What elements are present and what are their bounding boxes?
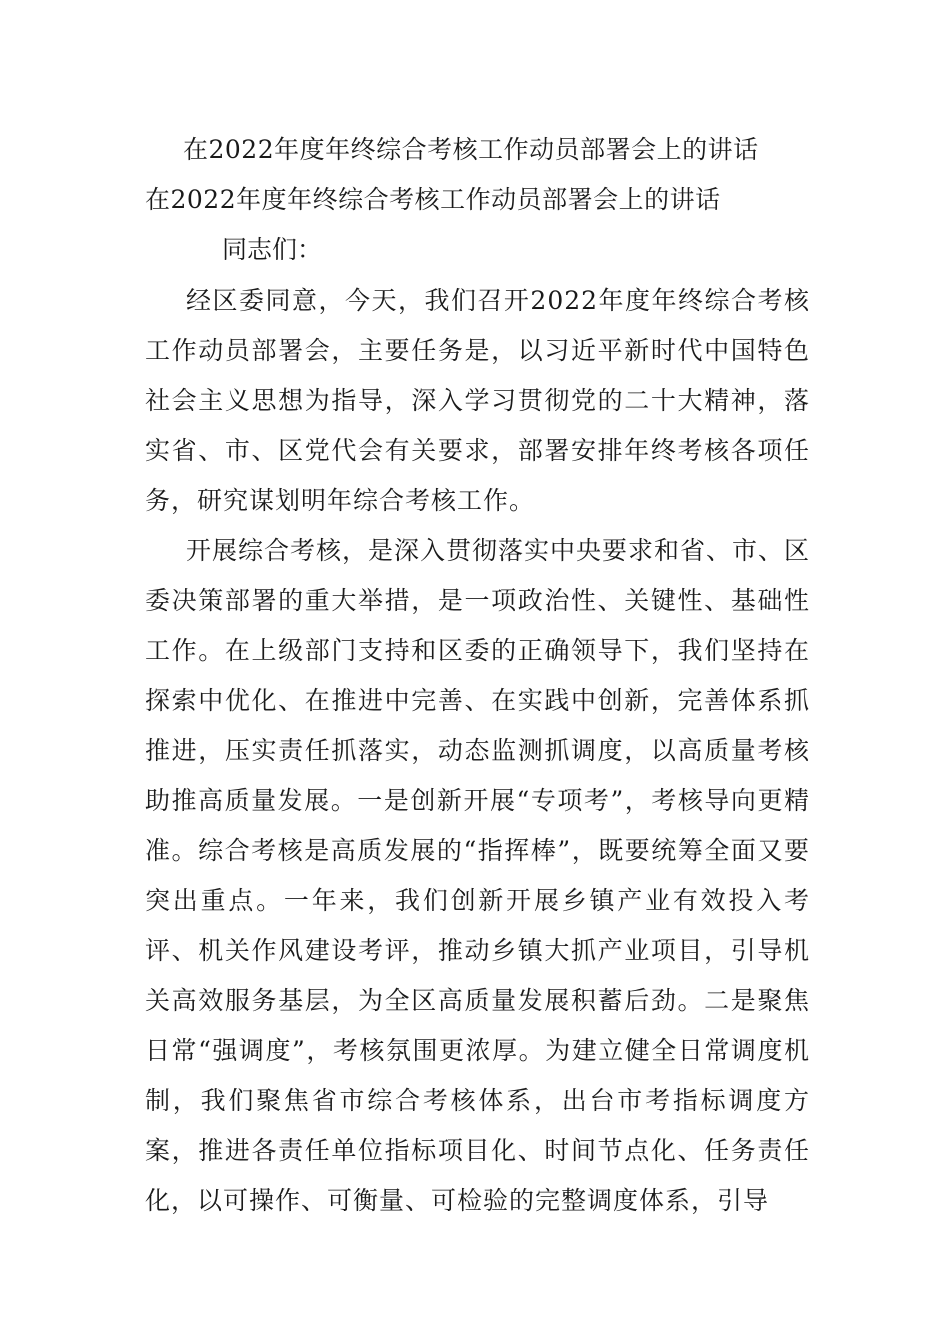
paragraph-intro: 经区委同意，今天，我们召开2022年度年终综合考核工作动员部署会，主要任务是，以习近平新时代中国特色社会主义思想为指导，深入学习贯彻党的二十大精神，落实省、市、区党代会有关要求，部署安排年终考核各项任务，研究谋划明年综合考核工作。	[145, 286, 810, 515]
document-title: 在2022年度年终综合考核工作动员部署会上的讲话	[183, 135, 759, 164]
paragraph-assessment-review: 开展综合考核，是深入贯彻落实中央要求和省、市、区委决策部署的重大举措，是一项政治性、关键性、基础性工作。在上级部门支持和区委的正确领导下，我们坚持在探索中优化、在推进中完善、在实践中创新，完善体系抓推进，压实责任抓落实，动态监测抓调度，以高质量考核助推高质量发展。一是创新开展“专项考”，考核导向更精准。综合考核是高质发展的“指挥棒”，既要统筹全面又要突出重点。一年来，我们创新开展乡镇产业有效投入考评、机关作风建设考评，推动乡镇大抓产业项目，引导机关高效服务基层，为全区高质量发展积蓄后劲。二是聚焦日常“强调度”，考核氛围更浓厚。为建立健全日常调度机制，我们聚焦省市综合考核体系，出台市考指标调度方案，推进各责任单位指标项目化、时间节点化、任务责任化，以可操作、可衡量、可检验的完整调度体系，引导	[145, 536, 810, 1215]
salutation: 同志们：	[222, 235, 323, 264]
document-subtitle: 在2022年度年终综合考核工作动员部署会上的讲话	[145, 185, 721, 214]
